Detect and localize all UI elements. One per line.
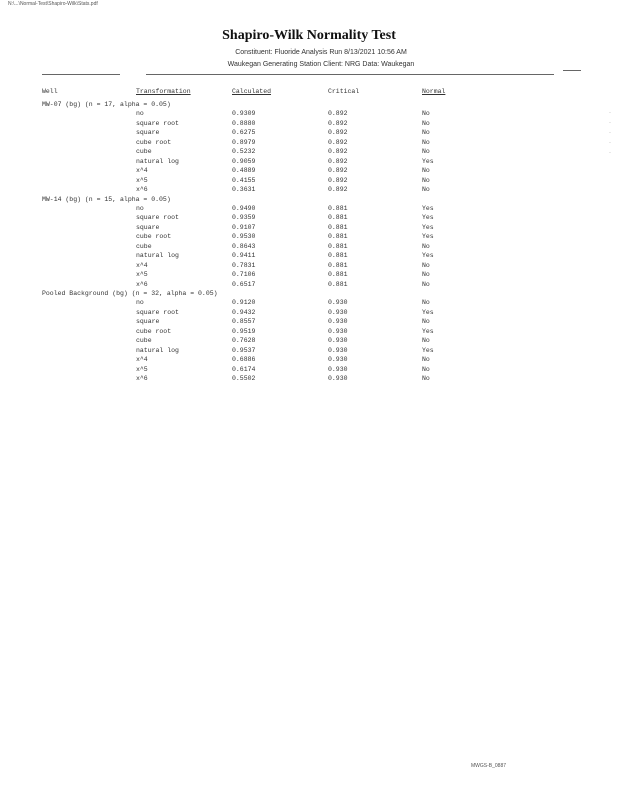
transformation-cell: no [136,204,144,212]
transformation-cell: square root [136,214,179,222]
calculated-cell: 0.9309 [232,110,256,118]
critical-cell: 0.930 [328,375,348,383]
transformation-cell: x^6 [136,186,148,194]
header-well: Well [42,88,58,95]
normal-cell: No [422,365,430,373]
critical-cell: 0.892 [328,129,348,137]
transformation-cell: cube root [136,233,172,241]
critical-cell: 0.892 [328,119,348,127]
calculated-cell: 0.9107 [232,223,256,231]
critical-cell: 0.930 [328,318,348,326]
critical-cell: 0.881 [328,261,348,269]
normal-cell: Yes [422,308,434,316]
transformation-cell: x^4 [136,356,148,364]
transformation-cell: square [136,318,160,326]
page-title: Shapiro-Wilk Normality Test [222,28,396,43]
critical-cell: 0.892 [328,176,348,184]
normal-cell: No [422,271,430,279]
page-footer-id: MWGS-B_0887 [471,763,507,769]
calculated-cell: 0.5232 [232,148,256,156]
normal-cell: No [422,119,430,127]
critical-cell: 0.930 [328,327,348,335]
critical-cell: 0.930 [328,356,348,364]
normal-cell: No [422,186,430,194]
critical-cell: 0.930 [328,337,348,345]
calculated-cell: 0.8643 [232,242,256,250]
calculated-cell: 0.8979 [232,138,256,146]
normal-cell: No [422,138,430,146]
calculated-cell: 0.8557 [232,318,256,326]
normal-cell: No [422,176,430,184]
critical-cell: 0.930 [328,365,348,373]
normal-cell: No [422,280,430,288]
header-normal: Normal [422,88,446,95]
normal-cell: No [422,110,430,118]
calculated-cell: 0.8880 [232,119,256,127]
calculated-cell: 0.4155 [232,176,256,184]
critical-cell: 0.881 [328,204,348,212]
subtitle-line-1: Constituent: Fluoride Analysis Run 8/13/2021 10:56 AM [235,49,407,56]
transformation-cell: cube [136,337,152,345]
calculated-cell: 0.6886 [232,356,256,364]
transformation-cell: cube root [136,138,172,146]
normal-cell: Yes [422,214,434,222]
transformation-cell: x^5 [136,176,148,184]
transformation-cell: no [136,110,144,118]
normal-cell: No [422,375,430,383]
calculated-cell: 0.9359 [232,214,256,222]
divider-segment-2 [146,74,554,75]
transformation-cell: square [136,223,160,231]
transformation-cell: square [136,129,160,137]
calculated-cell: 0.4889 [232,167,256,175]
normal-cell: Yes [422,204,434,212]
calculated-cell: 0.7831 [232,261,256,269]
critical-cell: 0.930 [328,299,348,307]
normal-cell: No [422,148,430,156]
critical-cell: 0.881 [328,233,348,241]
transformation-cell: x^4 [136,261,148,269]
critical-cell: 0.892 [328,148,348,156]
calculated-cell: 0.9490 [232,204,256,212]
normal-cell: No [422,242,430,250]
calculated-cell: 0.9411 [232,252,256,260]
calculated-cell: 0.3631 [232,186,256,194]
divider-segment-1 [42,74,120,75]
calculated-cell: 0.6275 [232,129,256,137]
critical-cell: 0.881 [328,280,348,288]
group-label: MW-07 (bg) (n = 17, alpha = 0.05) [42,101,171,108]
transformation-cell: natural log [136,157,179,165]
normal-cell: No [422,261,430,269]
normal-cell: No [422,129,430,137]
transformation-cell: x^6 [136,375,148,383]
critical-cell: 0.930 [328,308,348,316]
group-label: Pooled Background (bg) (n = 32, alpha = 0.05) [42,290,218,297]
calculated-cell: 0.9519 [232,327,256,335]
transformation-cell: x^4 [136,167,148,175]
normal-cell: Yes [422,252,434,260]
transformation-cell: x^6 [136,280,148,288]
normal-cell: No [422,167,430,175]
normal-cell: Yes [422,346,434,354]
transformation-cell: square root [136,308,179,316]
file-path-header: N:\...\Normal-Test\Shapiro-Wilk\Stats.pdf [8,1,98,7]
normal-cell: Yes [422,233,434,241]
divider-segment-3 [563,70,581,71]
normal-cell: No [422,299,430,307]
transformation-cell: x^5 [136,365,148,373]
transformation-cell: no [136,299,144,307]
critical-cell: 0.892 [328,167,348,175]
header-critical: Critical [328,88,360,95]
header-transformation: Transformation [136,88,191,95]
transformation-cell: natural log [136,346,179,354]
critical-cell: 0.881 [328,214,348,222]
critical-cell: 0.892 [328,138,348,146]
critical-cell: 0.881 [328,252,348,260]
calculated-cell: 0.5502 [232,375,256,383]
subtitle-line-2: Waukegan Generating Station Client: NRG Data: Waukegan [227,61,415,68]
normal-cell: Yes [422,223,434,231]
transformation-cell: cube [136,242,152,250]
calculated-cell: 0.7106 [232,271,256,279]
transformation-cell: natural log [136,252,179,260]
calculated-cell: 0.6174 [232,365,256,373]
critical-cell: 0.892 [328,110,348,118]
critical-cell: 0.930 [328,346,348,354]
critical-cell: 0.892 [328,157,348,165]
transformation-cell: cube [136,148,152,156]
normal-cell: No [422,337,430,345]
normal-cell: No [422,318,430,326]
calculated-cell: 0.9432 [232,308,256,316]
critical-cell: 0.881 [328,223,348,231]
transformation-cell: square root [136,119,179,127]
normal-cell: Yes [422,157,434,165]
transformation-cell: x^5 [136,271,148,279]
critical-cell: 0.881 [328,271,348,279]
margin-marks: · · · · · [609,110,611,156]
group-label: MW-14 (bg) (n = 15, alpha = 0.05) [42,195,171,203]
normal-cell: No [422,356,430,364]
calculated-cell: 0.9120 [232,299,256,307]
normal-cell: Yes [422,327,434,335]
calculated-cell: 0.7628 [232,337,256,345]
calculated-cell: 0.9537 [232,346,256,354]
header-calculated: Calculated [232,88,272,95]
critical-cell: 0.892 [328,186,348,194]
critical-cell: 0.881 [328,242,348,250]
calculated-cell: 0.9059 [232,157,256,165]
calculated-cell: 0.9530 [232,233,256,241]
transformation-cell: cube root [136,327,172,335]
calculated-cell: 0.6517 [232,280,256,288]
